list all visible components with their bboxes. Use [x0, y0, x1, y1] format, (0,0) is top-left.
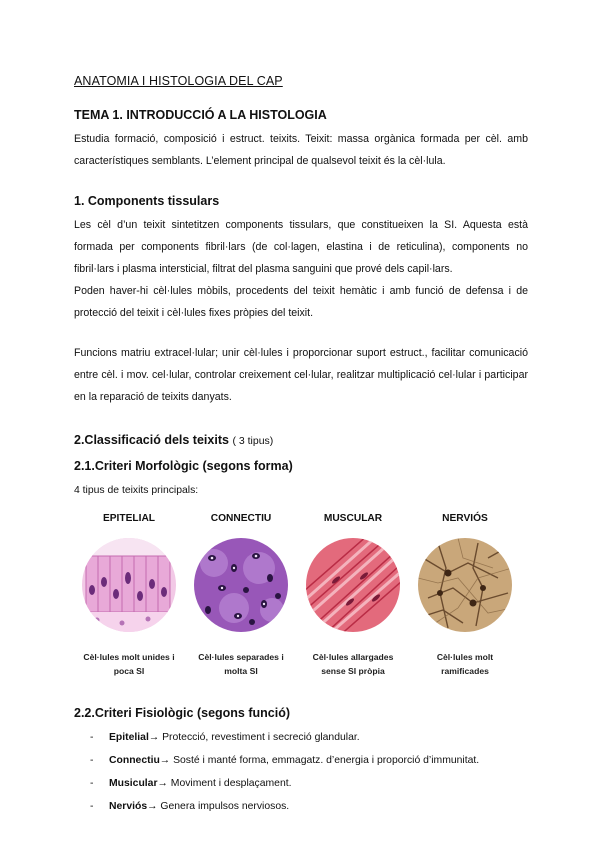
subsection-fisiologic-heading: 2.2.Criteri Fisiològic (segons funció)	[74, 706, 291, 720]
section2-heading-note: ( 3 tipus)	[232, 435, 274, 447]
section1-paragraph-2: Poden haver-hi cèl·lules mòbils, procedents del teixit hemàtic i amb funció de defensa i de protecció del teixit i cèl·lules fixes pròpies del teixit.	[74, 285, 528, 319]
bullet-dash: -	[90, 732, 94, 743]
caption-connectiu-line2: molta SI	[224, 666, 258, 676]
function-text-nervios: → Genera impulsos nerviosos.	[147, 801, 290, 812]
function-name-nervios: Nerviós	[109, 801, 148, 812]
caption-connectiu-line1: Cèl·lules separades i	[198, 652, 284, 662]
muscular-tissue-image	[306, 538, 400, 632]
list-item	[90, 800, 560, 823]
section1-paragraph-3: Funcions matriu extracel·lular; unir cèl·lules i proporcionar suport estruct., facilitar comunicació entre cèl. i mov. cel·lular, controlar creixement cel·lular, realitzar multiplicació cel·lular i participar en la reparació de teixits danyats.	[74, 347, 528, 403]
list-item	[90, 731, 560, 754]
function-name-connectiu: Connectiu	[109, 755, 160, 766]
connectiu-tissue-image	[194, 538, 288, 632]
section2-heading	[74, 433, 273, 447]
function-text-epitelial: → Protecció, revestiment i secreció glandular.	[148, 732, 360, 743]
section1-heading: 1. Components tissulars	[74, 194, 220, 208]
caption-nervios	[410, 650, 520, 678]
tema-heading: TEMA 1. INTRODUCCIÓ A LA HISTOLOGIA	[74, 108, 327, 122]
epitelial-tissue-image	[82, 538, 176, 632]
document-title: ANATOMIA I HISTOLOGIA DEL CAP	[74, 74, 283, 88]
caption-nervios-line2: ramificades	[441, 666, 489, 676]
caption-connectiu	[186, 650, 296, 678]
tissue-label-connectiu: CONNECTIU	[210, 513, 272, 524]
bullet-dash: -	[90, 778, 94, 789]
subsection-morfologic-intro: 4 tipus de teixits principals:	[74, 485, 199, 496]
nervios-tissue-image	[418, 538, 512, 632]
function-text-muscular: → Moviment i desplaçament.	[157, 778, 292, 789]
bullet-dash: -	[90, 801, 94, 812]
caption-epitelial	[74, 650, 184, 678]
function-list	[90, 731, 560, 823]
function-text-connectiu: → Sosté i manté forma, emmagatz. d’energia i proporció d’immunitat.	[159, 755, 480, 766]
caption-epitelial-line1: Cèl·lules molt unides i	[83, 652, 175, 662]
caption-nervios-line1: Cèl·lules molt	[436, 652, 494, 662]
caption-muscular-line2: sense SI pròpia	[321, 666, 385, 676]
subsection-morfologic-heading: 2.1.Criteri Morfològic (segons forma)	[74, 459, 293, 473]
tissue-label-epitelial: EPITELIAL	[102, 513, 156, 524]
bullet-dash: -	[90, 755, 94, 766]
section1-paragraph-1: Les cèl d’un teixit sintetitzen components tissulars, que constitueixen la SI. Aquesta està formada per components fibril·lars (de col·lagen, elastina i de reticulina), components no fibril·lars i plasma intersticial, filtrat del plasma sanguini que prové dels capil·lars.	[74, 219, 528, 275]
section2-heading-text: 2.Classificació dels teixits	[74, 433, 229, 447]
tissue-label-nervios: NERVIÓS	[442, 513, 488, 524]
function-name-epitelial: Epitelial	[109, 732, 149, 743]
caption-muscular-line1: Cèl·lules allargades	[312, 652, 394, 662]
list-item	[90, 777, 560, 800]
caption-epitelial-line2: poca SI	[113, 666, 145, 676]
intro-paragraph: Estudia formació, composició i estruct. teixits. Teixit: massa orgànica formada per cèl. amb característiques semblants. L’element principal de qualsevol teixit és la cèl·lula.	[74, 133, 528, 167]
list-item	[90, 754, 560, 777]
caption-muscular	[298, 650, 408, 678]
function-name-muscular: Musicular	[109, 778, 158, 789]
tissue-label-muscular: MUSCULAR	[323, 513, 383, 524]
